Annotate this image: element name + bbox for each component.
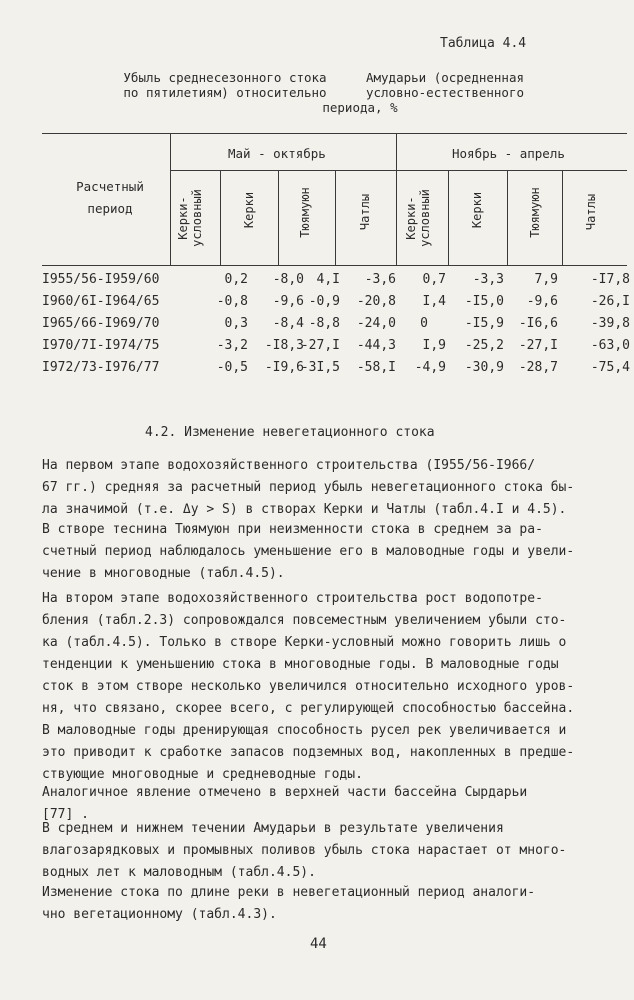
table-vline: [507, 170, 508, 265]
row-period: I972/73-I976/77: [42, 360, 160, 375]
cell: -0,5: [216, 360, 248, 375]
cell: -9,6: [526, 294, 558, 309]
cell: -8,8: [308, 316, 340, 331]
cell: -30,9: [464, 360, 504, 375]
text-line: сток в этом створе несколько увеличился относительно исходного уров-: [42, 679, 575, 694]
section-title: 4.2. Изменение невегетационного стока: [145, 425, 435, 440]
cell: I,4: [422, 294, 446, 309]
cell: -27,I: [300, 338, 340, 353]
row-period: I965/66-I969/70: [42, 316, 160, 331]
cell: -25,2: [464, 338, 504, 353]
text-line: ла значимой (т.е. Δy > S) в створах Керки и Чатлы (табл.4.I и 4.5).: [42, 502, 567, 517]
cell: -9,6: [272, 294, 304, 309]
text-line: [77] .: [42, 807, 89, 822]
cell: 4,I: [316, 272, 340, 287]
cell: -I7,8: [590, 272, 630, 287]
paragraph: [42, 588, 617, 786]
cell: 0,2: [224, 272, 248, 287]
table-vline: [278, 170, 279, 265]
table-header-rule: [42, 265, 627, 266]
period-header: [60, 176, 160, 220]
caption-mid: периода, %: [322, 100, 398, 115]
paragraph: [42, 882, 617, 926]
cell: -20,8: [356, 294, 396, 309]
paragraph: [42, 455, 617, 521]
caption-left: [110, 70, 340, 100]
text-line: водных лет к маловодным (табл.4.5).: [42, 865, 316, 880]
cell: -I5,0: [464, 294, 504, 309]
table-group-rule: [170, 170, 627, 171]
text-line: В створе теснина Тюямуюн при неизменности стока в среднем за ра-: [42, 522, 543, 537]
caption-right: [330, 70, 560, 100]
table-vline: [396, 133, 397, 265]
text-line: чение в многоводные (табл.4.5).: [42, 566, 285, 581]
text-line: На втором этапе водохозяйственного строительства рост водопотре-: [42, 591, 543, 606]
cell: -I5,9: [464, 316, 504, 331]
col-header: Тюямуюн: [528, 187, 542, 238]
row-period: I970/7I-I974/75: [42, 338, 160, 353]
table-row: [42, 338, 632, 360]
period-header-line: Расчетный: [76, 179, 144, 194]
cell: -I9,6: [264, 360, 304, 375]
caption-left-line: по пятилетиям) относительно: [123, 85, 327, 100]
table-row: [42, 360, 632, 382]
cell: -I8,3: [264, 338, 304, 353]
text-line: влагозарядковых и промывных поливов убыль стока нарастает от много-: [42, 843, 567, 858]
group-header-nov-apr: Ноябрь - апрель: [452, 146, 565, 161]
text-line: чно вегетационному (табл.4.3).: [42, 907, 277, 922]
table-row: [42, 272, 632, 294]
group-header-may-oct: Май - октябрь: [228, 146, 326, 161]
cell: I,9: [422, 338, 446, 353]
cell: -75,4: [590, 360, 630, 375]
text-line: В маловодные годы дренирующая способность русел рек увеличивается и: [42, 723, 567, 738]
col-header: Тюямуюн: [298, 187, 312, 238]
cell: -27,I: [518, 338, 558, 353]
cell: 0,7: [422, 272, 446, 287]
text-line: счетный период наблюдалось уменьшение его в маловодные годы и увели-: [42, 544, 575, 559]
table-top-rule: [42, 133, 627, 134]
row-period: I955/56-I959/60: [42, 272, 160, 287]
text-line: тенденции к уменьшению стока в многоводные годы. В маловодные годы: [42, 657, 559, 672]
page-number: 44: [310, 936, 327, 952]
cell: 0,3: [224, 316, 248, 331]
text-line: 67 гг.) средняя за расчетный период убыль невегетационного стока бы-: [42, 480, 575, 495]
table-vline: [562, 170, 563, 265]
cell: -3,2: [216, 338, 248, 353]
table-vline: [335, 170, 336, 265]
cell: -0,9: [308, 294, 340, 309]
table-row: [42, 294, 632, 316]
text-line: На первом этапе водохозяйственного строительства (I955/56-I966/: [42, 458, 536, 473]
cell: 0: [420, 316, 428, 331]
period-header-line: период: [87, 201, 133, 216]
col-header: Керки- условный: [176, 189, 204, 247]
col-header: Керки: [470, 191, 484, 229]
cell: -44,3: [356, 338, 396, 353]
cell: -I6,6: [518, 316, 558, 331]
cell: -24,0: [356, 316, 396, 331]
row-period: I960/6I-I964/65: [42, 294, 160, 309]
cell: -8,4: [272, 316, 304, 331]
paragraph: [42, 818, 617, 884]
caption-right-line: условно-естественного: [365, 85, 525, 100]
paragraph: [42, 519, 617, 585]
table-row: [42, 316, 632, 338]
text-line: В среднем и нижнем течении Амударьи в результате увеличения: [42, 821, 504, 836]
col-header: Чатлы: [358, 193, 372, 231]
col-header: Керки- условный: [404, 189, 432, 247]
cell: -28,7: [518, 360, 558, 375]
cell: -0,8: [216, 294, 248, 309]
cell: -3,6: [364, 272, 396, 287]
cell: -3,3: [472, 272, 504, 287]
col-header: Керки: [242, 191, 256, 229]
cell: -3I,5: [300, 360, 340, 375]
caption-left-line: Убыль среднесезонного стока: [123, 70, 327, 85]
cell: -39,8: [590, 316, 630, 331]
table-label: Таблица 4.4: [440, 36, 527, 51]
cell: 7,9: [534, 272, 558, 287]
text-line: бления (табл.2.3) сопровождался повсеместным увеличением убыли сто-: [42, 613, 567, 628]
text-line: ня, что связано, скорее всего, с регулирующей способностью бассейна.: [42, 701, 575, 716]
col-header: Чатлы: [584, 193, 598, 231]
text-line: ка (табл.4.5). Только в створе Керки-условный можно говорить лишь о: [42, 635, 567, 650]
text-line: Изменение стока по длине реки в невегетационный период аналоги-: [42, 885, 536, 900]
table-vline: [448, 170, 449, 265]
table-vline: [170, 133, 171, 265]
cell: -63,0: [590, 338, 630, 353]
text-line: Аналогичное явление отмечено в верхней части бассейна Сырдарьи: [42, 785, 528, 800]
caption-right-line: Амударьи (осредненная: [365, 70, 525, 85]
cell: -8,0: [272, 272, 304, 287]
text-line: ствующие многоводные и средневодные годы.: [42, 767, 363, 782]
cell: -26,I: [590, 294, 630, 309]
table-vline: [220, 170, 221, 265]
text-line: это приводит к сработке запасов подземных вод, накопленных в предше-: [42, 745, 575, 760]
cell: -58,I: [356, 360, 396, 375]
cell: -4,9: [414, 360, 446, 375]
